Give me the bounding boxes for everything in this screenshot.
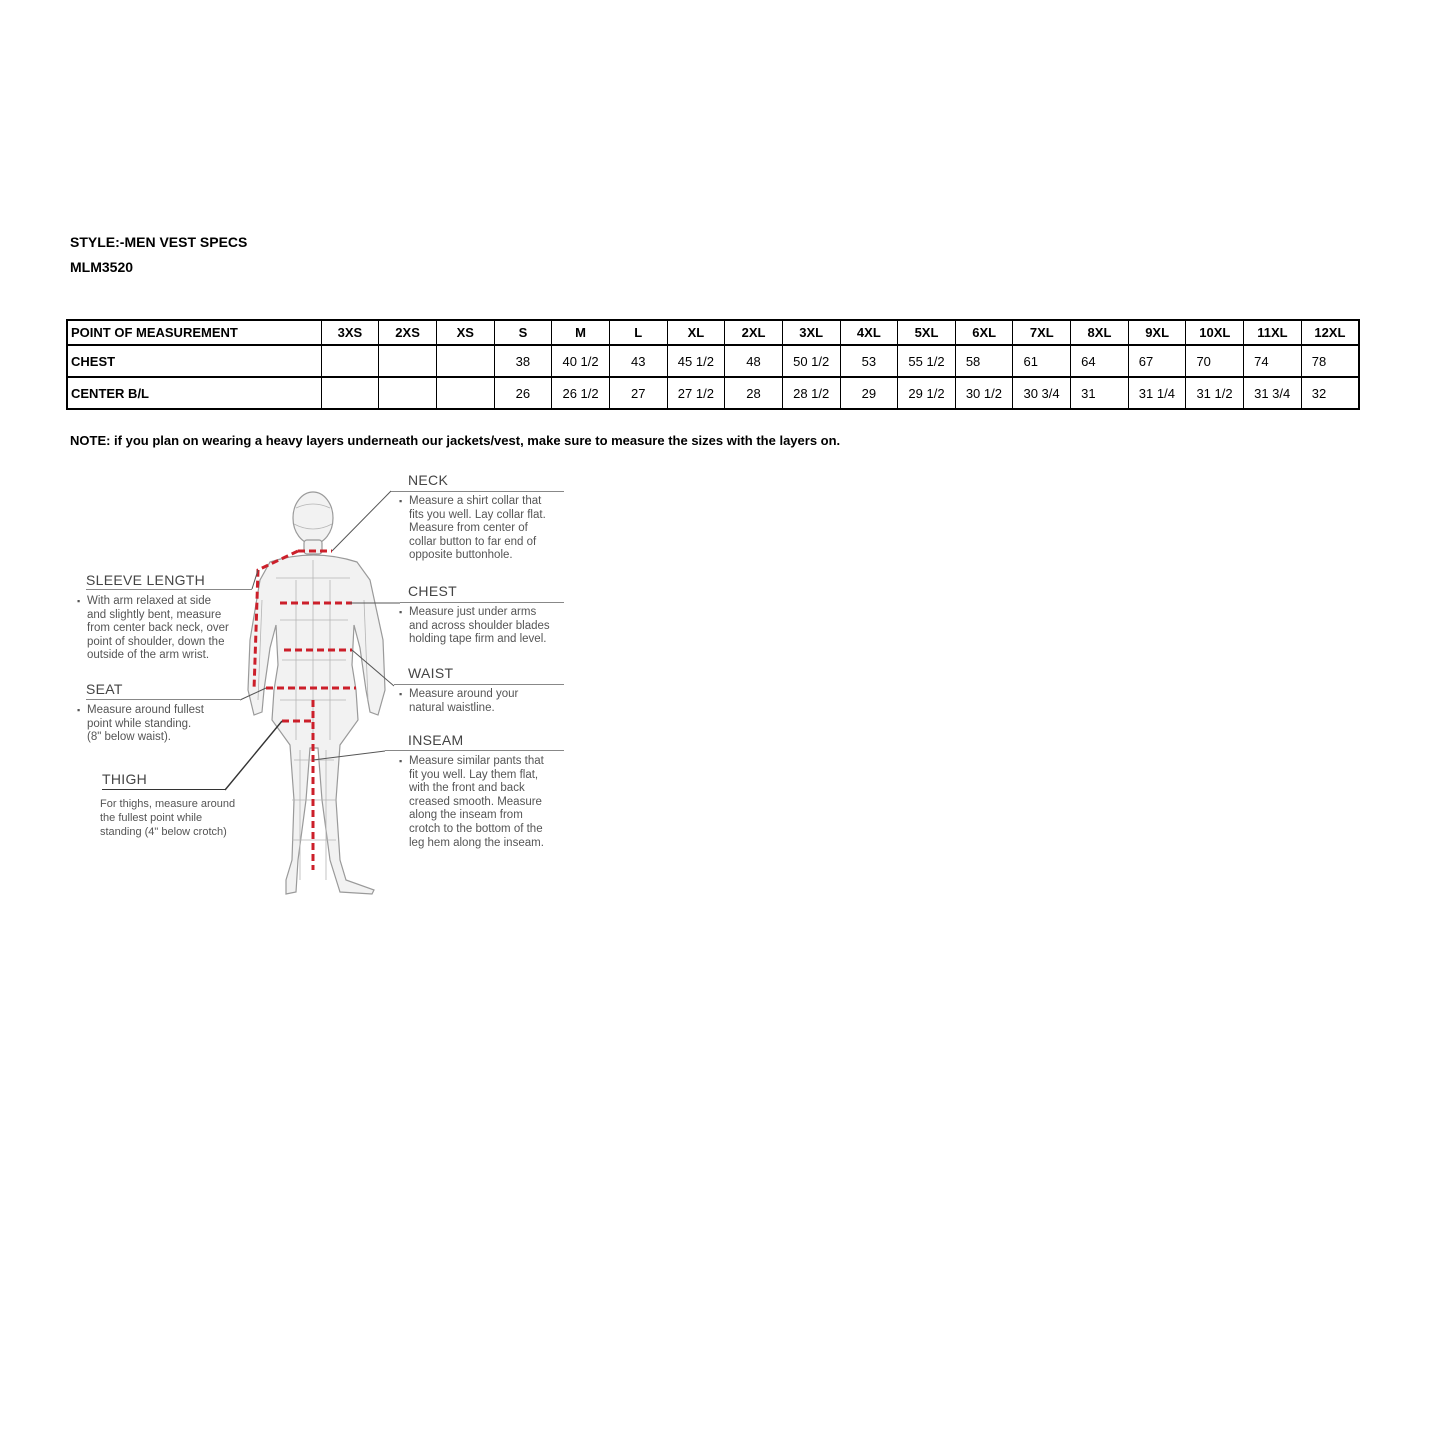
- table-cell: 43: [609, 345, 667, 377]
- table-cell: 28: [725, 377, 783, 409]
- size-header: 2XL: [725, 320, 783, 345]
- table-cell: 31 1/2: [1186, 377, 1244, 409]
- size-header: 5XL: [898, 320, 956, 345]
- table-cell: 31 1/4: [1128, 377, 1186, 409]
- table-cell: 29 1/2: [898, 377, 956, 409]
- size-header: 9XL: [1128, 320, 1186, 345]
- size-header: XL: [667, 320, 725, 345]
- table-cell: 50 1/2: [782, 345, 840, 377]
- thigh-text: For thighs, measure around the fullest point while standing (4" below crotch): [100, 798, 236, 838]
- size-header: S: [494, 320, 552, 345]
- style-code: MLM3520: [70, 259, 134, 275]
- table-cell: 27: [609, 377, 667, 409]
- table-cell: 26: [494, 377, 552, 409]
- size-header: 8XL: [1071, 320, 1129, 345]
- size-header: 7XL: [1013, 320, 1071, 345]
- table-cell: 38: [494, 345, 552, 377]
- table-cell: 67: [1128, 345, 1186, 377]
- neck-text: ▪ Measure a shirt collar that fits you well. Lay collar flat. Measure from center of collar button to far end of opposite buttonhole.: [409, 495, 546, 563]
- size-header: L: [609, 320, 667, 345]
- chest-title: CHEST: [408, 583, 457, 599]
- size-header: XS: [436, 320, 494, 345]
- size-header: 11XL: [1244, 320, 1302, 345]
- table-cell: 32: [1301, 377, 1359, 409]
- waist-text: ▪ Measure around your natural waistline.: [409, 688, 518, 715]
- size-header: 10XL: [1186, 320, 1244, 345]
- row-label: CENTER B/L: [67, 377, 321, 409]
- table-cell: 55 1/2: [898, 345, 956, 377]
- table-cell: 70: [1186, 345, 1244, 377]
- inseam-text: ▪ Measure similar pants that fit you well. Lay them flat, with the front and back creased smooth. Measure along the inseam from crotch to the bottom of the leg hem along the inseam.: [409, 755, 544, 850]
- table-cell: 29: [840, 377, 898, 409]
- table-cell: 74: [1244, 345, 1302, 377]
- size-header: 2XS: [379, 320, 437, 345]
- layering-note: NOTE: if you plan on wearing a heavy layers underneath our jackets/vest, make sure to measure the sizes with the layers on.: [70, 433, 841, 448]
- table-cell: 28 1/2: [782, 377, 840, 409]
- sleeve-text: ▪ With arm relaxed at side and slightly bent, measure from center back neck, over point of shoulder, down the outside of the arm wrist.: [87, 595, 229, 663]
- inseam-title: INSEAM: [408, 732, 464, 748]
- table-cell: 53: [840, 345, 898, 377]
- thigh-title: THIGH: [102, 771, 148, 787]
- table-cell: 27 1/2: [667, 377, 725, 409]
- table-cell: 31: [1071, 377, 1129, 409]
- size-header: M: [552, 320, 610, 345]
- thigh-leader: [225, 721, 282, 790]
- seat-title: SEAT: [86, 681, 123, 697]
- table-cell: 40 1/2: [552, 345, 610, 377]
- table-cell: 78: [1301, 345, 1359, 377]
- table-cell: 64: [1071, 345, 1129, 377]
- body-silhouette: [248, 492, 385, 894]
- size-header: 3XS: [321, 320, 379, 345]
- column-header: POINT OF MEASUREMENT: [67, 320, 321, 345]
- size-header: 12XL: [1301, 320, 1359, 345]
- table-cell: 30 1/2: [955, 377, 1013, 409]
- size-header: 6XL: [955, 320, 1013, 345]
- table-cell: 31 3/4: [1244, 377, 1302, 409]
- row-label: CHEST: [67, 345, 321, 377]
- seat-text: ▪ Measure around fullest point while standing. (8" below waist).: [87, 704, 204, 745]
- table-cell: 61: [1013, 345, 1071, 377]
- waist-title: WAIST: [408, 665, 454, 681]
- table-cell: 45 1/2: [667, 345, 725, 377]
- chest-text: ▪ Measure just under arms and across shoulder blades holding tape firm and level.: [409, 606, 550, 647]
- table-cell: 48: [725, 345, 783, 377]
- table-cell: 30 3/4: [1013, 377, 1071, 409]
- table-cell: 26 1/2: [552, 377, 610, 409]
- neck-title: NECK: [408, 472, 449, 488]
- style-title: STYLE:-MEN VEST SPECS: [70, 234, 248, 250]
- sleeve-title: SLEEVE LENGTH: [86, 572, 206, 588]
- table-cell: 58: [955, 345, 1013, 377]
- size-header: 4XL: [840, 320, 898, 345]
- size-header: 3XL: [782, 320, 840, 345]
